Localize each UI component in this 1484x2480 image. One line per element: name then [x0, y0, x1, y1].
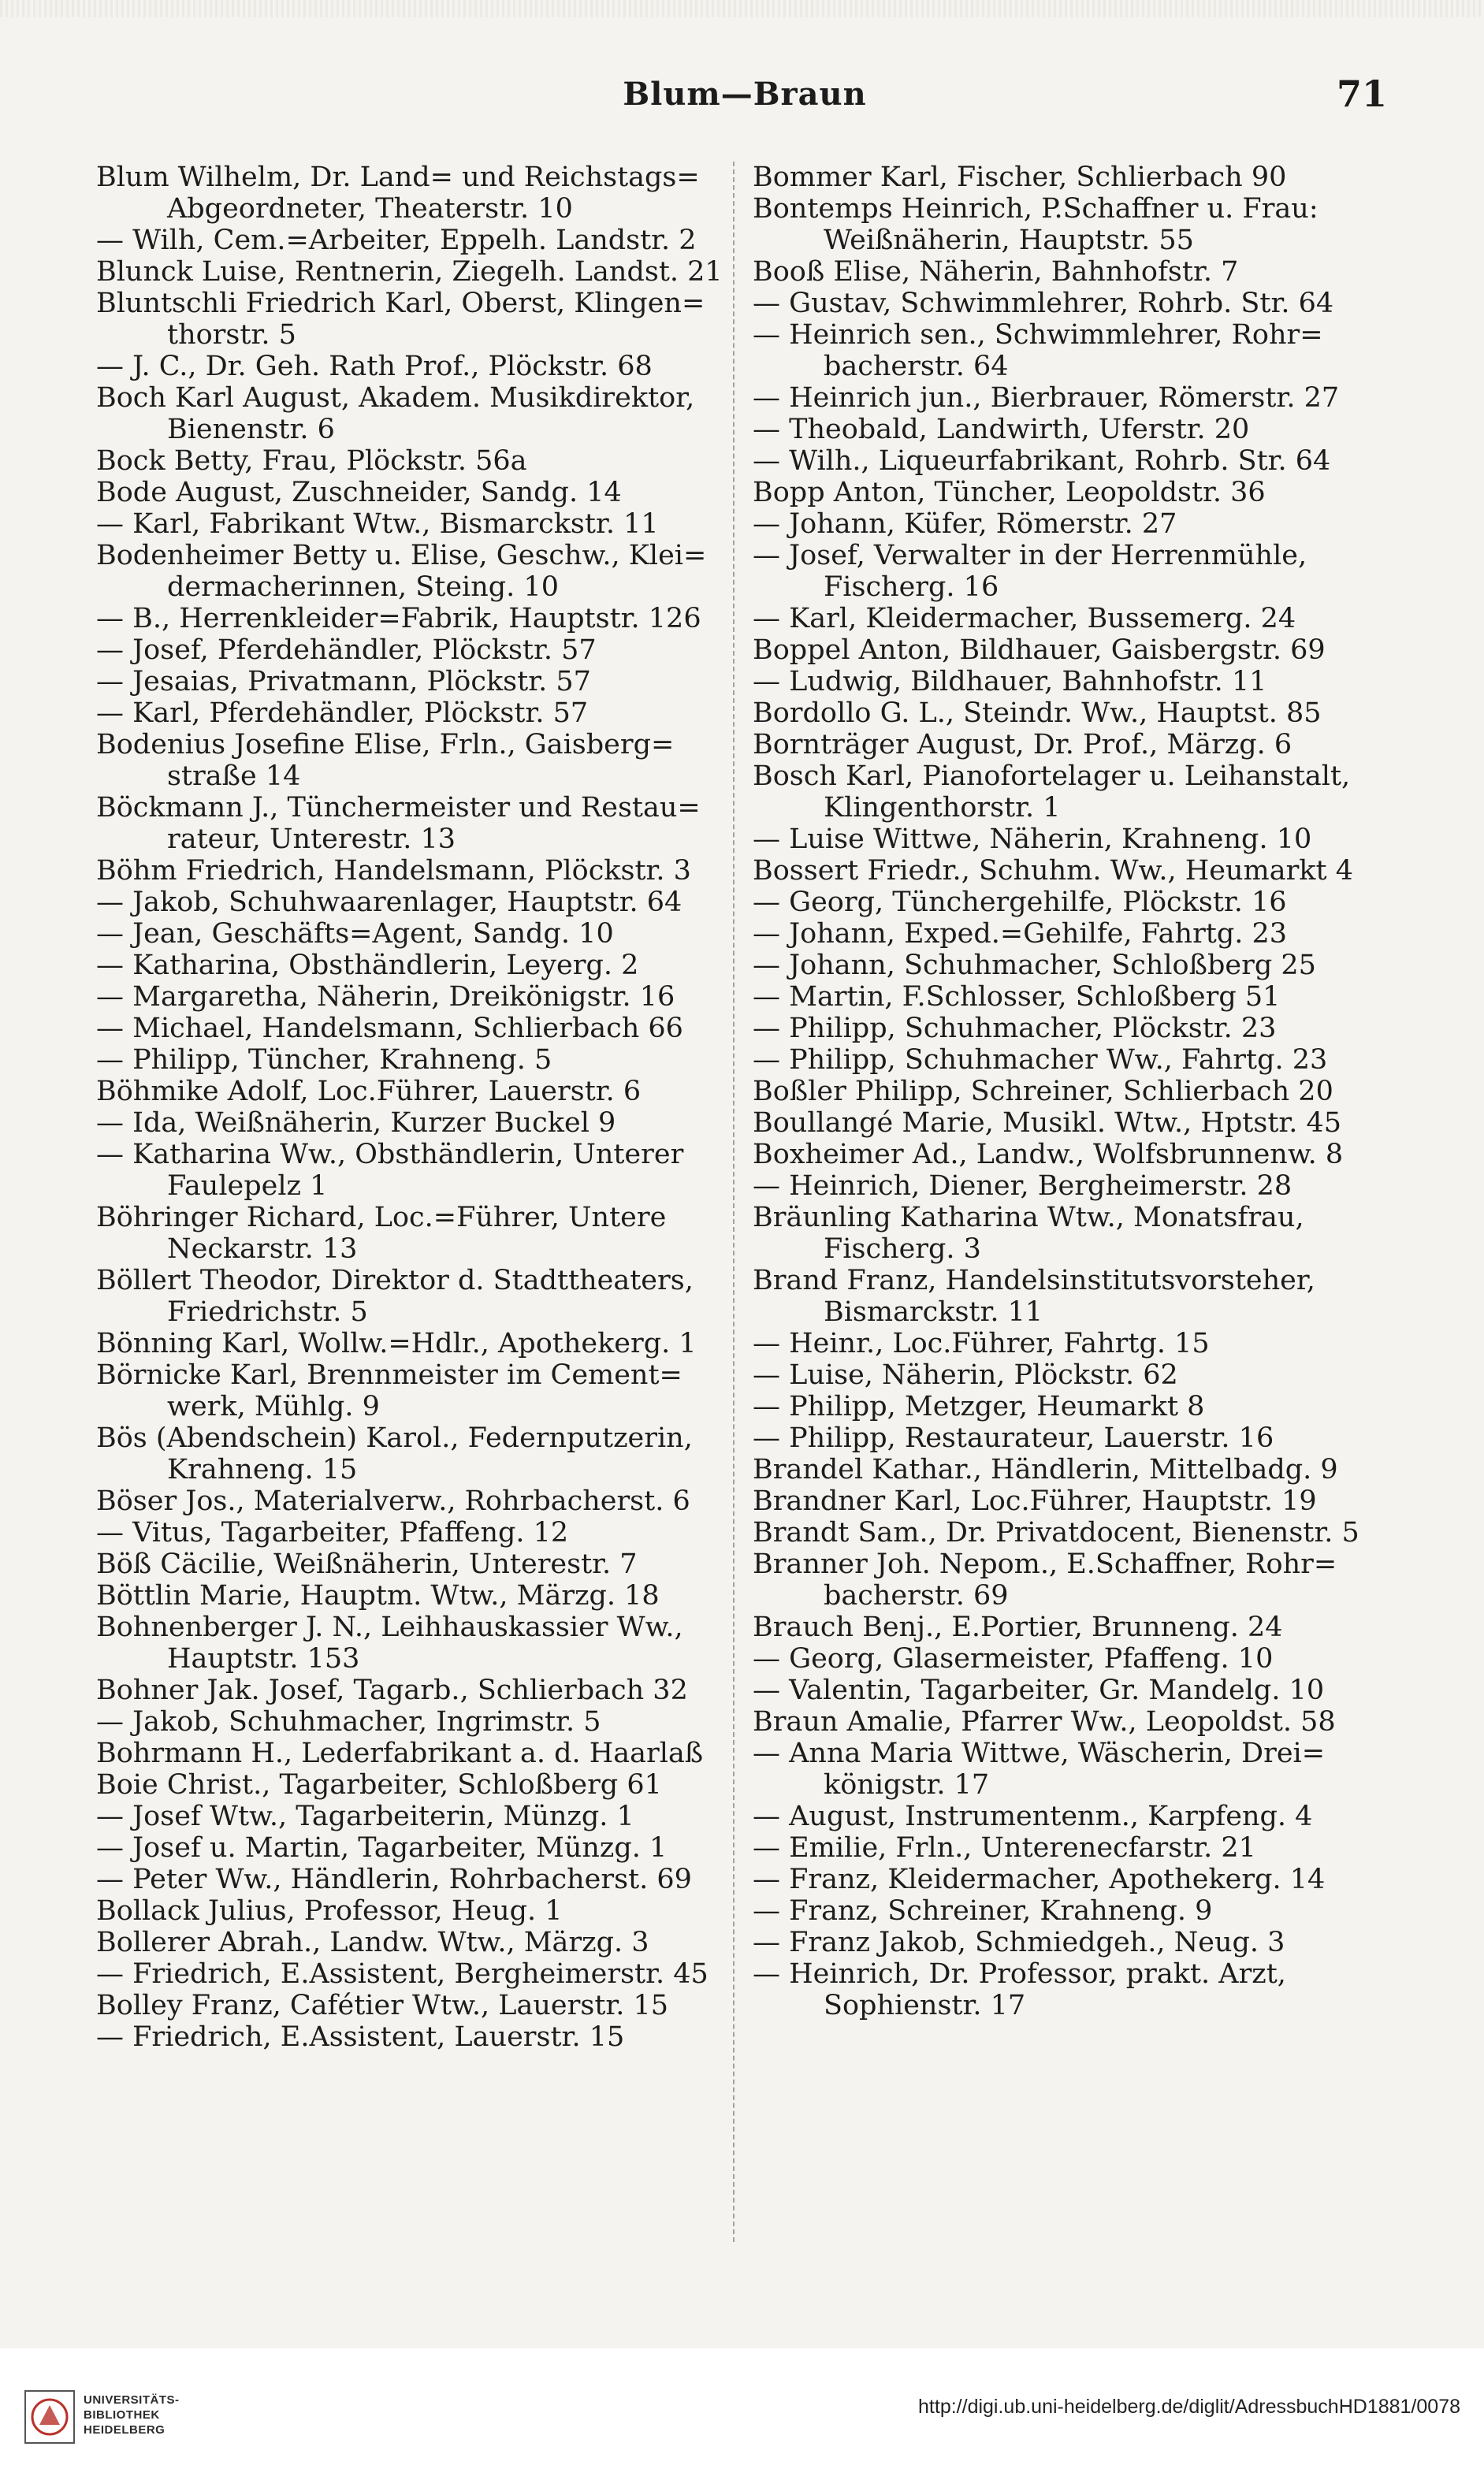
entry-line: — Johann, Exped.=Gehilfe, Fahrtg. 23 — [753, 918, 1288, 950]
entry-line: Bopp Anton, Tüncher, Leopoldstr. 36 — [753, 477, 1266, 508]
entry-line: — Valentin, Tagarbeiter, Gr. Mandelg. 10 — [753, 1675, 1325, 1706]
entry-line: Brandt Sam., Dr. Privatdocent, Bienenstr. 5 — [753, 1517, 1359, 1549]
entry-line: — Ida, Weißnäherin, Kurzer Buckel 9 — [96, 1107, 616, 1139]
entry-line: — Ludwig, Bildhauer, Bahnhofstr. 11 — [753, 666, 1267, 697]
entry-continuation-line: Hauptstr. 153 — [167, 1643, 360, 1675]
entry-line: — Emilie, Frln., Unterenecfarstr. 21 — [753, 1832, 1256, 1864]
entry-line: — Wilh., Liqueurfabrikant, Rohrb. Str. 64 — [753, 445, 1331, 477]
directory-entry — [753, 1139, 1383, 1170]
entry-line: — Karl, Pferdehändler, Plöckstr. 57 — [96, 697, 589, 729]
entry-line: Boullangé Marie, Musikl. Wtw., Hptstr. 45 — [753, 1107, 1342, 1139]
entry-line: Boch Karl August, Akadem. Musikdirektor, — [96, 382, 695, 414]
footer — [0, 2348, 1484, 2480]
entry-line: — Heinrich sen., Schwimmlehrer, Rohr= — [753, 319, 1323, 351]
entry-line: Böllert Theodor, Direktor d. Stadttheaters, — [96, 1265, 694, 1296]
entry-line: — J. C., Dr. Geh. Rath Prof., Plöckstr. 68 — [96, 351, 653, 382]
directory-entry — [753, 824, 1383, 855]
entry-line: Bornträger August, Dr. Prof., Märzg. 6 — [753, 729, 1292, 760]
directory-entry — [96, 1485, 727, 1517]
entry-line: — Franz Jakob, Schmiedgeh., Neug. 3 — [753, 1927, 1285, 1958]
entry-line: — Karl, Kleidermacher, Bussemerg. 24 — [753, 603, 1296, 634]
directory-entry — [96, 508, 727, 540]
directory-entry — [96, 1832, 727, 1864]
entry-line: — Katharina Ww., Obsthändlerin, Unterer — [96, 1139, 684, 1170]
entry-line: Böckmann J., Tünchermeister und Restau= — [96, 792, 701, 824]
directory-entry — [753, 1643, 1383, 1675]
left-column — [96, 162, 727, 2053]
page-edge-texture — [0, 0, 1484, 17]
directory-entry — [753, 1738, 1383, 1801]
directory-entry — [753, 1422, 1383, 1454]
entry-line: Boppel Anton, Bildhauer, Gaisbergstr. 69 — [753, 634, 1326, 666]
entry-line: Bohnenberger J. N., Leihhauskassier Ww., — [96, 1612, 683, 1643]
entry-line: — Johann, Schuhmacher, Schloßberg 25 — [753, 950, 1316, 981]
directory-entry — [753, 540, 1383, 603]
directory-entry — [96, 1769, 727, 1801]
entry-line: — Martin, F.Schlosser, Schloßberg 51 — [753, 981, 1281, 1013]
directory-entry — [753, 918, 1383, 950]
directory-entry — [753, 162, 1383, 193]
directory-entry — [753, 288, 1383, 319]
entry-line: Brandner Karl, Loc.Führer, Hauptstr. 19 — [753, 1485, 1317, 1517]
entry-line: — August, Instrumentenm., Karpfeng. 4 — [753, 1801, 1313, 1832]
library-name-line-1: UNIVERSITÄTS- — [84, 2393, 180, 2407]
entry-line: Brandel Kathar., Händlerin, Mittelbadg. 9 — [753, 1454, 1338, 1485]
entry-line: — Franz, Schreiner, Krahneng. 9 — [753, 1895, 1213, 1927]
entry-line: Boie Christ., Tagarbeiter, Schloßberg 61 — [96, 1769, 662, 1801]
directory-entry — [753, 697, 1383, 729]
entry-line: Bohner Jak. Josef, Tagarb., Schlierbach 32 — [96, 1675, 688, 1706]
directory-entry — [753, 1170, 1383, 1202]
directory-entry — [96, 981, 727, 1013]
directory-entry — [753, 1391, 1383, 1422]
directory-entry — [96, 1612, 727, 1675]
directory-entry — [753, 1485, 1383, 1517]
directory-entry — [96, 1927, 727, 1958]
directory-entry — [96, 1580, 727, 1612]
entry-line: Blunck Luise, Rentnerin, Ziegelh. Landst. 21 — [96, 256, 723, 288]
directory-entry — [96, 382, 727, 445]
directory-entry — [753, 445, 1383, 477]
entry-line: — Heinrich, Diener, Bergheimerstr. 28 — [753, 1170, 1292, 1202]
entry-line: Bohrmann H., Lederfabrikant a. d. Haarlaß — [96, 1738, 704, 1769]
directory-entry — [753, 1107, 1383, 1139]
entry-line: Bosch Karl, Pianofortelager u. Leihanstalt, — [753, 760, 1351, 792]
entry-line: — Friedrich, E.Assistent, Bergheimerstr. 45 — [96, 1958, 709, 1990]
directory-entry — [753, 382, 1383, 414]
entry-line: Booß Elise, Näherin, Bahnhofstr. 7 — [753, 256, 1239, 288]
entry-continuation-line: thorstr. 5 — [167, 319, 296, 351]
directory-entry — [753, 319, 1383, 382]
entry-line: — Georg, Tünchergehilfe, Plöckstr. 16 — [753, 887, 1287, 918]
library-name-line-3: HEIDELBERG — [84, 2423, 166, 2437]
entry-line: — Jakob, Schuhmacher, Ingrimstr. 5 — [96, 1706, 601, 1738]
entry-line: Boxheimer Ad., Landw., Wolfsbrunnenw. 8 — [753, 1139, 1344, 1170]
directory-entry — [753, 477, 1383, 508]
entry-line: — Jesaias, Privatmann, Plöckstr. 57 — [96, 666, 591, 697]
running-head: Blum—Braun — [623, 76, 867, 113]
entry-line: — Josef, Verwalter in der Herrenmühle, — [753, 540, 1307, 571]
entry-line: Bodenius Josefine Elise, Frln., Gaisberg= — [96, 729, 675, 760]
directory-entry — [96, 540, 727, 603]
entry-line: — Georg, Glasermeister, Pfaffeng. 10 — [753, 1643, 1274, 1675]
directory-entry — [96, 1895, 727, 1927]
directory-entry — [753, 603, 1383, 634]
entry-continuation-line: Bienenstr. 6 — [167, 414, 335, 445]
directory-entry — [753, 1265, 1383, 1328]
directory-entry — [96, 1706, 727, 1738]
directory-entry — [96, 1076, 727, 1107]
entry-line: Böhm Friedrich, Handelsmann, Plöckstr. 3 — [96, 855, 691, 887]
directory-entry — [96, 477, 727, 508]
entry-line: Böhmike Adolf, Loc.Führer, Lauerstr. 6 — [96, 1076, 642, 1107]
entry-line: — Josef Wtw., Tagarbeiterin, Münzg. 1 — [96, 1801, 634, 1832]
page-number: 71 — [1336, 73, 1387, 115]
entry-line: — Luise, Näherin, Plöckstr. 62 — [753, 1359, 1178, 1391]
directory-entry — [96, 1990, 727, 2021]
directory-entry — [753, 1927, 1383, 1958]
entry-line: — Philipp, Schuhmacher, Plöckstr. 23 — [753, 1013, 1277, 1044]
entry-line: — Heinrich, Dr. Professor, prakt. Arzt, — [753, 1958, 1286, 1990]
directory-entry — [753, 1013, 1383, 1044]
entry-line: Boßler Philipp, Schreiner, Schlierbach 20 — [753, 1076, 1333, 1107]
entry-line: Brand Franz, Handelsinstitutsvorsteher, — [753, 1265, 1315, 1296]
directory-entry — [96, 634, 727, 666]
entry-line: Bossert Friedr., Schuhm. Ww., Heumarkt 4 — [753, 855, 1353, 887]
entry-line: Böhringer Richard, Loc.=Führer, Untere — [96, 1202, 667, 1233]
entry-line: — Franz, Kleidermacher, Apothekerg. 14 — [753, 1864, 1326, 1895]
entry-line: — Jean, Geschäfts=Agent, Sandg. 10 — [96, 918, 614, 950]
entry-continuation-line: Fischerg. 3 — [824, 1233, 981, 1265]
directory-entry — [753, 1517, 1383, 1549]
entry-line: — Josef, Pferdehändler, Plöckstr. 57 — [96, 634, 597, 666]
directory-entry — [96, 1738, 727, 1769]
directory-entry — [96, 1958, 727, 1990]
entry-line: — Anna Maria Wittwe, Wäscherin, Drei= — [753, 1738, 1326, 1769]
directory-entry — [96, 729, 727, 792]
directory-entry — [96, 697, 727, 729]
entry-line: — B., Herrenkleider=Fabrik, Hauptstr. 126 — [96, 603, 701, 634]
library-name — [84, 2393, 180, 2437]
directory-entry — [96, 887, 727, 918]
entry-line: — Theobald, Landwirth, Uferstr. 20 — [753, 414, 1250, 445]
entry-line: — Heinr., Loc.Führer, Fahrtg. 15 — [753, 1328, 1210, 1359]
entry-line: Branner Joh. Nepom., E.Schaffner, Rohr= — [753, 1549, 1337, 1580]
column-divider — [733, 162, 735, 2242]
directory-entry — [753, 414, 1383, 445]
entry-line: Brauch Benj., E.Portier, Brunneng. 24 — [753, 1612, 1283, 1643]
entry-line: Bontemps Heinrich, P.Schaffner u. Frau: — [753, 193, 1318, 225]
entry-line: Bolley Franz, Cafétier Wtw., Lauerstr. 15 — [96, 1990, 669, 2021]
entry-line: Böser Jos., Materialverw., Rohrbacherst. 6 — [96, 1485, 690, 1517]
directory-entry — [96, 1517, 727, 1549]
library-logo[interactable] — [24, 2386, 205, 2448]
directory-entry — [753, 1706, 1383, 1738]
entry-continuation-line: Weißnäherin, Hauptstr. 55 — [824, 225, 1194, 256]
entry-line: Böttlin Marie, Hauptm. Wtw., Märzg. 18 — [96, 1580, 660, 1612]
entry-line: — Philipp, Metzger, Heumarkt 8 — [753, 1391, 1205, 1422]
directory-entry — [753, 981, 1383, 1013]
directory-entry — [753, 1359, 1383, 1391]
entry-continuation-line: rateur, Unterestr. 13 — [167, 824, 456, 855]
entry-line: — Peter Ww., Händlerin, Rohrbacherst. 69 — [96, 1864, 692, 1895]
directory-entry — [96, 225, 727, 256]
source-url-link[interactable]: http://digi.ub.uni-heidelberg.de/diglit/AdressbuchHD1881/0078 — [918, 2396, 1460, 2418]
directory-entry — [96, 445, 727, 477]
entry-line: — Vitus, Tagarbeiter, Pfaffeng. 12 — [96, 1517, 569, 1549]
directory-entry — [753, 1801, 1383, 1832]
entry-line: Braun Amalie, Pfarrer Ww., Leopoldst. 58 — [753, 1706, 1336, 1738]
entry-line: Blum Wilhelm, Dr. Land= und Reichstags= — [96, 162, 700, 193]
directory-entry — [96, 666, 727, 697]
entry-continuation-line: Friedrichstr. 5 — [167, 1296, 368, 1328]
directory-entry — [96, 1044, 727, 1076]
entry-line: — Johann, Küfer, Römerstr. 27 — [753, 508, 1177, 540]
entry-continuation-line: Neckarstr. 13 — [167, 1233, 358, 1265]
directory-entry — [96, 162, 727, 225]
directory-entry — [96, 1013, 727, 1044]
directory-entry — [96, 1107, 727, 1139]
directory-entry — [753, 760, 1383, 824]
entry-line: — Karl, Fabrikant Wtw., Bismarckstr. 11 — [96, 508, 659, 540]
entry-line: — Josef u. Martin, Tagarbeiter, Münzg. 1 — [96, 1832, 668, 1864]
entry-line: Bräunling Katharina Wtw., Monatsfrau, — [753, 1202, 1304, 1233]
entry-line: Bordollo G. L., Steindr. Ww., Hauptst. 85 — [753, 697, 1322, 729]
entry-continuation-line: werk, Mühlg. 9 — [167, 1391, 380, 1422]
directory-entry — [753, 887, 1383, 918]
entry-line: Bönning Karl, Wollw.=Hdlr., Apothekerg. 1 — [96, 1328, 697, 1359]
entry-line: Bluntschli Friedrich Karl, Oberst, Klingen= — [96, 288, 705, 319]
entry-line: — Margaretha, Näherin, Dreikönigstr. 16 — [96, 981, 675, 1013]
entry-line: — Michael, Handelsmann, Schlierbach 66 — [96, 1013, 683, 1044]
entry-continuation-line: bacherstr. 69 — [824, 1580, 1009, 1612]
entry-continuation-line: Klingenthorstr. 1 — [824, 792, 1061, 824]
entry-continuation-line: königstr. 17 — [824, 1769, 990, 1801]
entry-line: Bock Betty, Frau, Plöckstr. 56a — [96, 445, 527, 477]
directory-entry — [753, 508, 1383, 540]
entry-line: Böß Cäcilie, Weißnäherin, Unterestr. 7 — [96, 1549, 638, 1580]
directory-entry — [96, 792, 727, 855]
directory-entry — [753, 950, 1383, 981]
directory-entry — [753, 1675, 1383, 1706]
directory-entry — [96, 1864, 727, 1895]
directory-entry — [753, 855, 1383, 887]
directory-entry — [753, 1328, 1383, 1359]
directory-entry — [96, 1549, 727, 1580]
entry-continuation-line: Faulepelz 1 — [167, 1170, 328, 1202]
entry-line: — Luise Wittwe, Näherin, Krahneng. 10 — [753, 824, 1312, 855]
directory-entry — [753, 634, 1383, 666]
directory-entry — [753, 1864, 1383, 1895]
directory-entry — [96, 1801, 727, 1832]
directory-entry — [753, 729, 1383, 760]
entry-line: Bodenheimer Betty u. Elise, Geschw., Klei= — [96, 540, 707, 571]
entry-line: — Philipp, Schuhmacher Ww., Fahrtg. 23 — [753, 1044, 1328, 1076]
directory-entry — [96, 256, 727, 288]
entry-line: Bollerer Abrah., Landw. Wtw., Märzg. 3 — [96, 1927, 649, 1958]
entry-line: Bös (Abendschein) Karol., Federnputzerin, — [96, 1422, 693, 1454]
directory-entry — [753, 666, 1383, 697]
entry-line: — Wilh, Cem.=Arbeiter, Eppelh. Landstr. 2 — [96, 225, 697, 256]
directory-entry — [753, 1076, 1383, 1107]
directory-entry — [96, 2021, 727, 2053]
directory-entry — [96, 918, 727, 950]
directory-entry — [753, 1044, 1383, 1076]
directory-entry — [96, 1202, 727, 1265]
page-header — [95, 69, 1395, 140]
directory-entry — [96, 950, 727, 981]
entry-continuation-line: Abgeordneter, Theaterstr. 10 — [167, 193, 573, 225]
directory-entry — [96, 855, 727, 887]
entry-line: — Friedrich, E.Assistent, Lauerstr. 15 — [96, 2021, 625, 2053]
entry-line: — Katharina, Obsthändlerin, Leyerg. 2 — [96, 950, 639, 981]
entry-line: — Jakob, Schuhwaarenlager, Hauptstr. 64 — [96, 887, 682, 918]
library-name-line-2: BIBLIOTHEK — [84, 2408, 160, 2422]
directory-entry — [753, 1549, 1383, 1612]
directory-entry — [96, 1422, 727, 1485]
directory-entry — [96, 1675, 727, 1706]
directory-entry — [96, 288, 727, 351]
directory-entry — [753, 1832, 1383, 1864]
entry-continuation-line: dermacherinnen, Steing. 10 — [167, 571, 559, 603]
entry-line: Bollack Julius, Professor, Heug. 1 — [96, 1895, 563, 1927]
entry-continuation-line: bacherstr. 64 — [824, 351, 1009, 382]
university-seal-icon — [24, 2389, 76, 2445]
entry-continuation-line: straße 14 — [167, 760, 301, 792]
directory-entry — [753, 1895, 1383, 1927]
directory-entry — [753, 1454, 1383, 1485]
right-column — [753, 162, 1383, 2021]
entry-line: — Heinrich jun., Bierbrauer, Römerstr. 27 — [753, 382, 1340, 414]
entry-line: — Philipp, Restaurateur, Lauerstr. 16 — [753, 1422, 1274, 1454]
directory-entry — [753, 256, 1383, 288]
directory-entry — [753, 1958, 1383, 2021]
entry-line: Bommer Karl, Fischer, Schlierbach 90 — [753, 162, 1287, 193]
entry-continuation-line: Sophienstr. 17 — [824, 1990, 1026, 2021]
directory-entry — [753, 1202, 1383, 1265]
directory-entry — [96, 603, 727, 634]
directory-entry — [96, 1359, 727, 1422]
entry-continuation-line: Bismarckstr. 11 — [824, 1296, 1043, 1328]
entry-line: — Philipp, Tüncher, Krahneng. 5 — [96, 1044, 552, 1076]
entry-line: Börnicke Karl, Brennmeister im Cement= — [96, 1359, 682, 1391]
directory-entry — [96, 1328, 727, 1359]
directory-entry — [96, 1265, 727, 1328]
entry-line: — Gustav, Schwimmlehrer, Rohrb. Str. 64 — [753, 288, 1334, 319]
directory-entry — [96, 1139, 727, 1202]
directory-entry — [753, 1612, 1383, 1643]
entry-line: Bode August, Zuschneider, Sandg. 14 — [96, 477, 622, 508]
entry-continuation-line: Fischerg. 16 — [824, 571, 999, 603]
directory-entry — [96, 351, 727, 382]
directory-entry — [753, 193, 1383, 256]
entry-continuation-line: Krahneng. 15 — [167, 1454, 358, 1485]
